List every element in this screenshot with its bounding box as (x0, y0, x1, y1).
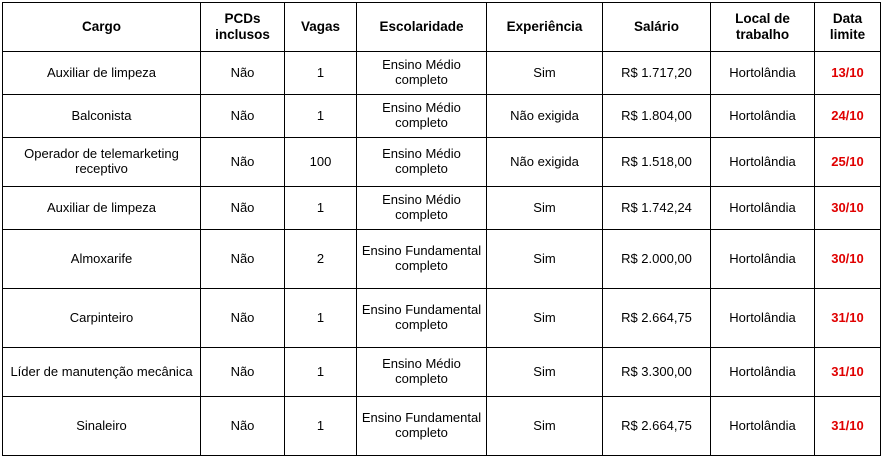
cell-data-limite: 25/10 (815, 138, 881, 187)
cell-data-limite: 24/10 (815, 95, 881, 138)
column-header-experiencia: Experiência (487, 3, 603, 52)
cell-escolaridade: Ensino Médio completo (357, 138, 487, 187)
cell-pcds: Não (201, 138, 285, 187)
cell-local: Hortolândia (711, 397, 815, 456)
cell-pcds: Não (201, 52, 285, 95)
column-header-escolaridade: Escolaridade (357, 3, 487, 52)
table-header-row (3, 3, 881, 52)
cell-vagas: 1 (285, 348, 357, 397)
table-row (3, 187, 881, 230)
cell-local: Hortolândia (711, 187, 815, 230)
cell-salario: R$ 1.742,24 (603, 187, 711, 230)
table-row (3, 95, 881, 138)
cell-experiencia: Sim (487, 187, 603, 230)
cell-cargo: Almoxarife (3, 230, 201, 289)
table-row (3, 348, 881, 397)
cell-vagas: 2 (285, 230, 357, 289)
cell-salario: R$ 2.664,75 (603, 289, 711, 348)
cell-pcds: Não (201, 187, 285, 230)
cell-vagas: 1 (285, 397, 357, 456)
cell-experiencia: Sim (487, 289, 603, 348)
cell-salario: R$ 2.664,75 (603, 397, 711, 456)
cell-local: Hortolândia (711, 138, 815, 187)
cell-cargo: Carpinteiro (3, 289, 201, 348)
cell-vagas: 1 (285, 52, 357, 95)
column-header-local: Local de trabalho (711, 3, 815, 52)
cell-cargo: Operador de telemarketing receptivo (3, 138, 201, 187)
cell-escolaridade: Ensino Fundamental completo (357, 230, 487, 289)
jobs-table (2, 2, 881, 456)
table-row (3, 230, 881, 289)
cell-pcds: Não (201, 289, 285, 348)
cell-data-limite: 31/10 (815, 289, 881, 348)
cell-salario: R$ 1.717,20 (603, 52, 711, 95)
cell-escolaridade: Ensino Médio completo (357, 348, 487, 397)
column-header-vagas: Vagas (285, 3, 357, 52)
column-header-salario: Salário (603, 3, 711, 52)
cell-salario: R$ 2.000,00 (603, 230, 711, 289)
cell-data-limite: 30/10 (815, 230, 881, 289)
table-row (3, 289, 881, 348)
table-header (3, 3, 881, 52)
cell-vagas: 1 (285, 289, 357, 348)
cell-escolaridade: Ensino Fundamental completo (357, 289, 487, 348)
cell-experiencia: Não exigida (487, 138, 603, 187)
cell-vagas: 1 (285, 187, 357, 230)
cell-pcds: Não (201, 397, 285, 456)
cell-data-limite: 31/10 (815, 397, 881, 456)
cell-vagas: 1 (285, 95, 357, 138)
cell-data-limite: 31/10 (815, 348, 881, 397)
cell-salario: R$ 1.518,00 (603, 138, 711, 187)
column-header-cargo: Cargo (3, 3, 201, 52)
cell-cargo: Auxiliar de limpeza (3, 187, 201, 230)
cell-data-limite: 13/10 (815, 52, 881, 95)
cell-experiencia: Sim (487, 397, 603, 456)
column-header-pcds: PCDs inclusos (201, 3, 285, 52)
cell-local: Hortolândia (711, 289, 815, 348)
cell-escolaridade: Ensino Médio completo (357, 187, 487, 230)
cell-cargo: Auxiliar de limpeza (3, 52, 201, 95)
cell-local: Hortolândia (711, 52, 815, 95)
cell-escolaridade: Ensino Fundamental completo (357, 397, 487, 456)
cell-vagas: 100 (285, 138, 357, 187)
cell-experiencia: Sim (487, 52, 603, 95)
table-row (3, 397, 881, 456)
cell-escolaridade: Ensino Médio completo (357, 52, 487, 95)
cell-experiencia: Sim (487, 348, 603, 397)
cell-local: Hortolândia (711, 348, 815, 397)
cell-salario: R$ 1.804,00 (603, 95, 711, 138)
cell-local: Hortolândia (711, 95, 815, 138)
cell-local: Hortolândia (711, 230, 815, 289)
cell-cargo: Líder de manutenção mecânica (3, 348, 201, 397)
cell-pcds: Não (201, 348, 285, 397)
table-row (3, 52, 881, 95)
table-body (3, 52, 881, 456)
cell-salario: R$ 3.300,00 (603, 348, 711, 397)
column-header-data-limite: Data limite (815, 3, 881, 52)
cell-cargo: Sinaleiro (3, 397, 201, 456)
cell-experiencia: Sim (487, 230, 603, 289)
cell-pcds: Não (201, 230, 285, 289)
cell-data-limite: 30/10 (815, 187, 881, 230)
cell-cargo: Balconista (3, 95, 201, 138)
table-row (3, 138, 881, 187)
cell-escolaridade: Ensino Médio completo (357, 95, 487, 138)
cell-pcds: Não (201, 95, 285, 138)
cell-experiencia: Não exigida (487, 95, 603, 138)
